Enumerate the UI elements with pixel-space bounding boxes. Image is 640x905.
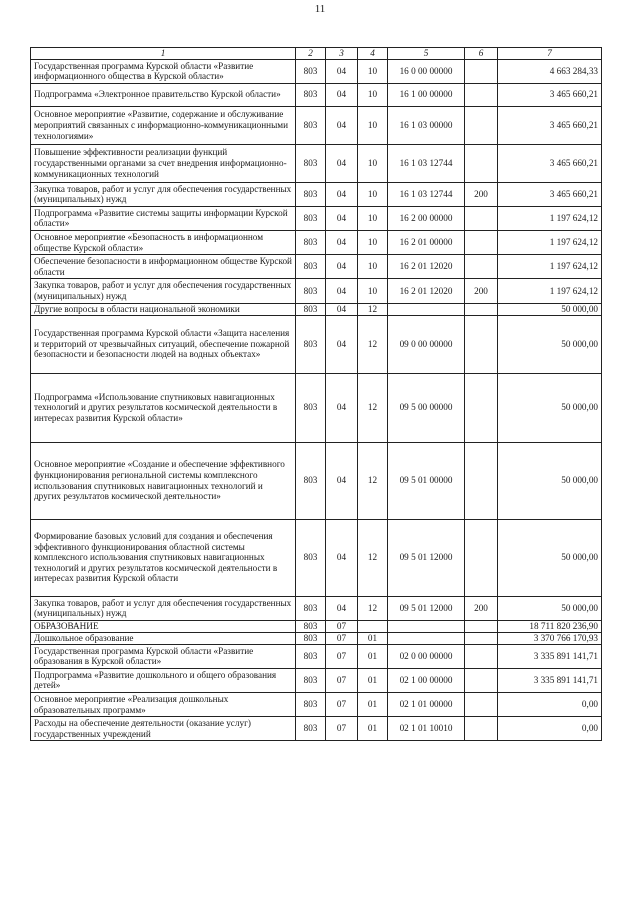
row-target-code: 09 5 00 00000	[388, 373, 465, 442]
row-expense-type-code	[465, 442, 498, 519]
row-expense-type-code	[465, 206, 498, 230]
row-expense-type-code	[465, 255, 498, 279]
row-amount: 3 465 660,21	[498, 182, 602, 206]
row-section-code: 07	[326, 632, 358, 644]
row-expense-type-code	[465, 83, 498, 106]
row-name: Обеспечение безопасности в информационном обществе Курской области	[31, 255, 296, 279]
table-row	[31, 692, 602, 716]
column-header: 2	[296, 48, 326, 60]
row-section-code: 07	[326, 644, 358, 668]
table-row	[31, 644, 602, 668]
row-name: Основное мероприятие «Создание и обеспечение эффективного функционирования региональной системы комплексного использования спутниковых навигационных технологий и других результатов космической деятельности»	[31, 442, 296, 519]
row-expense-type-code	[465, 692, 498, 716]
row-target-code	[388, 632, 465, 644]
row-expense-type-code: 200	[465, 279, 498, 303]
row-subsection-code: 01	[358, 717, 388, 741]
row-expense-type-code	[465, 373, 498, 442]
row-name: Закупка товаров, работ и услуг для обеспечения государственных (муниципальных) нужд	[31, 596, 296, 620]
table-row	[31, 717, 602, 741]
row-admin-code: 803	[296, 59, 326, 83]
table-row	[31, 231, 602, 255]
row-target-code: 16 2 00 00000	[388, 206, 465, 230]
table-row	[31, 255, 602, 279]
table-row	[31, 519, 602, 596]
row-admin-code: 803	[296, 279, 326, 303]
row-subsection-code: 10	[358, 182, 388, 206]
row-section-code: 04	[326, 231, 358, 255]
row-expense-type-code	[465, 519, 498, 596]
row-subsection-code: 10	[358, 59, 388, 83]
row-expense-type-code	[465, 59, 498, 83]
row-admin-code: 803	[296, 717, 326, 741]
table-row	[31, 106, 602, 144]
row-subsection-code: 12	[358, 519, 388, 596]
column-header: 4	[358, 48, 388, 60]
table-row	[31, 315, 602, 373]
row-subsection-code: 01	[358, 644, 388, 668]
row-admin-code: 803	[296, 596, 326, 620]
row-subsection-code: 12	[358, 373, 388, 442]
row-target-code	[388, 303, 465, 315]
row-name: Государственная программа Курской области «Развитие информационного общества в Курской области»	[31, 59, 296, 83]
row-subsection-code: 01	[358, 668, 388, 692]
row-name: Основное мероприятие «Реализация дошкольных образовательных программ»	[31, 692, 296, 716]
row-subsection-code: 10	[358, 279, 388, 303]
row-name: Повышение эффективности реализации функций государственными органами за счет внедрения информационно-коммуникационных технологий	[31, 144, 296, 182]
row-amount: 50 000,00	[498, 373, 602, 442]
row-expense-type-code	[465, 106, 498, 144]
row-admin-code: 803	[296, 373, 326, 442]
row-amount: 3 465 660,21	[498, 83, 602, 106]
row-expense-type-code	[465, 644, 498, 668]
row-amount: 50 000,00	[498, 442, 602, 519]
row-section-code: 04	[326, 303, 358, 315]
table-row	[31, 303, 602, 315]
table-row	[31, 83, 602, 106]
row-target-code: 09 5 01 00000	[388, 442, 465, 519]
row-expense-type-code	[465, 717, 498, 741]
row-section-code: 04	[326, 144, 358, 182]
row-amount: 50 000,00	[498, 596, 602, 620]
row-amount: 50 000,00	[498, 315, 602, 373]
row-admin-code: 803	[296, 144, 326, 182]
row-admin-code: 803	[296, 206, 326, 230]
row-admin-code: 803	[296, 644, 326, 668]
row-admin-code: 803	[296, 519, 326, 596]
row-section-code: 04	[326, 83, 358, 106]
row-expense-type-code	[465, 231, 498, 255]
row-section-code: 04	[326, 519, 358, 596]
row-amount: 0,00	[498, 692, 602, 716]
row-amount: 50 000,00	[498, 519, 602, 596]
row-name: Подпрограмма «Развитие системы защиты информации Курской области»	[31, 206, 296, 230]
row-target-code: 16 1 03 12744	[388, 182, 465, 206]
row-admin-code: 803	[296, 182, 326, 206]
row-subsection-code: 10	[358, 231, 388, 255]
row-section-code: 04	[326, 182, 358, 206]
column-header: 6	[465, 48, 498, 60]
row-admin-code: 803	[296, 442, 326, 519]
row-expense-type-code	[465, 315, 498, 373]
column-header: 7	[498, 48, 602, 60]
row-subsection-code: 10	[358, 144, 388, 182]
row-target-code: 16 1 03 12744	[388, 144, 465, 182]
row-expense-type-code	[465, 303, 498, 315]
row-admin-code: 803	[296, 303, 326, 315]
row-amount: 1 197 624,12	[498, 206, 602, 230]
row-name: Основное мероприятие «Безопасность в информационном обществе Курской области»	[31, 231, 296, 255]
row-section-code: 04	[326, 106, 358, 144]
row-target-code: 09 5 01 12000	[388, 519, 465, 596]
row-amount: 1 197 624,12	[498, 255, 602, 279]
row-section-code: 04	[326, 279, 358, 303]
row-amount: 3 465 660,21	[498, 106, 602, 144]
table-row	[31, 668, 602, 692]
column-header: 3	[326, 48, 358, 60]
row-name: Закупка товаров, работ и услуг для обеспечения государственных (муниципальных) нужд	[31, 182, 296, 206]
row-section-code: 04	[326, 59, 358, 83]
row-target-code: 09 0 00 00000	[388, 315, 465, 373]
row-target-code: 09 5 01 12000	[388, 596, 465, 620]
row-name: Подпрограмма «Развитие дошкольного и общего образования детей»	[31, 668, 296, 692]
row-name: Подпрограмма «Использование спутниковых навигационных технологий и других результатов космической деятельности в интересах развития Курской области»	[31, 373, 296, 442]
row-name: Дошкольное образование	[31, 632, 296, 644]
row-admin-code: 803	[296, 106, 326, 144]
row-admin-code: 803	[296, 83, 326, 106]
row-subsection-code: 10	[358, 255, 388, 279]
row-amount: 3 465 660,21	[498, 144, 602, 182]
row-section-code: 07	[326, 717, 358, 741]
row-amount: 3 370 766 170,93	[498, 632, 602, 644]
table-row	[31, 620, 602, 632]
row-admin-code: 803	[296, 632, 326, 644]
row-section-code: 04	[326, 315, 358, 373]
table-row	[31, 632, 602, 644]
row-name: Государственная программа Курской области «Развитие образования в Курской области»	[31, 644, 296, 668]
row-subsection-code: 10	[358, 83, 388, 106]
row-admin-code: 803	[296, 255, 326, 279]
row-amount: 4 663 284,33	[498, 59, 602, 83]
row-section-code: 07	[326, 620, 358, 632]
row-section-code: 07	[326, 692, 358, 716]
row-subsection-code: 01	[358, 632, 388, 644]
row-subsection-code: 10	[358, 206, 388, 230]
row-admin-code: 803	[296, 668, 326, 692]
row-target-code: 02 1 00 00000	[388, 668, 465, 692]
row-section-code: 07	[326, 668, 358, 692]
row-admin-code: 803	[296, 692, 326, 716]
table-row	[31, 279, 602, 303]
row-name: Расходы на обеспечение деятельности (оказание услуг) государственных учреждений	[31, 717, 296, 741]
row-amount: 3 335 891 141,71	[498, 644, 602, 668]
row-section-code: 04	[326, 373, 358, 442]
row-name: Другие вопросы в области национальной экономики	[31, 303, 296, 315]
row-expense-type-code: 200	[465, 596, 498, 620]
row-target-code: 02 1 01 10010	[388, 717, 465, 741]
row-expense-type-code: 200	[465, 182, 498, 206]
row-target-code: 16 2 01 12020	[388, 255, 465, 279]
table-row	[31, 596, 602, 620]
row-target-code	[388, 620, 465, 632]
row-name: Подпрограмма «Электронное правительство Курской области»	[31, 83, 296, 106]
row-subsection-code	[358, 620, 388, 632]
row-admin-code: 803	[296, 231, 326, 255]
table-header-row	[31, 48, 602, 60]
row-subsection-code: 12	[358, 315, 388, 373]
row-subsection-code: 12	[358, 442, 388, 519]
row-amount: 3 335 891 141,71	[498, 668, 602, 692]
row-admin-code: 803	[296, 315, 326, 373]
table-row	[31, 373, 602, 442]
page-number: 11	[314, 3, 326, 15]
row-target-code: 16 0 00 00000	[388, 59, 465, 83]
row-amount: 50 000,00	[498, 303, 602, 315]
row-name: Государственная программа Курской области «Защита населения и территорий от чрезвычайных ситуаций, обеспечение пожарной безопасности и безопасности людей на водных объектах»	[31, 315, 296, 373]
row-section-code: 04	[326, 442, 358, 519]
row-name: Закупка товаров, работ и услуг для обеспечения государственных (муниципальных) нужд	[31, 279, 296, 303]
row-expense-type-code	[465, 668, 498, 692]
row-subsection-code: 12	[358, 303, 388, 315]
row-target-code: 16 1 03 00000	[388, 106, 465, 144]
row-name: Основное мероприятие «Развитие, содержание и обслуживание мероприятий связанных с информационно-коммуникационными технологиями»	[31, 106, 296, 144]
row-amount: 18 711 820 236,90	[498, 620, 602, 632]
row-target-code: 16 1 00 00000	[388, 83, 465, 106]
row-amount: 0,00	[498, 717, 602, 741]
table-row	[31, 182, 602, 206]
row-target-code: 02 1 01 00000	[388, 692, 465, 716]
table-row	[31, 442, 602, 519]
row-target-code: 16 2 01 00000	[388, 231, 465, 255]
row-subsection-code: 10	[358, 106, 388, 144]
row-expense-type-code	[465, 144, 498, 182]
table-row	[31, 206, 602, 230]
row-section-code: 04	[326, 255, 358, 279]
row-name: Формирование базовых условий для создания и обеспечения эффективного функционирования областной системы комплексного использования спутниковых навигационных технологий и других результатов космической деятельности в интересах развития Курской области	[31, 519, 296, 596]
row-amount: 1 197 624,12	[498, 279, 602, 303]
row-name: ОБРАЗОВАНИЕ	[31, 620, 296, 632]
row-amount: 1 197 624,12	[498, 231, 602, 255]
row-subsection-code: 12	[358, 596, 388, 620]
row-target-code: 16 2 01 12020	[388, 279, 465, 303]
row-expense-type-code	[465, 632, 498, 644]
row-expense-type-code	[465, 620, 498, 632]
row-section-code: 04	[326, 206, 358, 230]
column-header: 1	[31, 48, 296, 60]
budget-table	[30, 47, 602, 741]
row-subsection-code: 01	[358, 692, 388, 716]
row-section-code: 04	[326, 596, 358, 620]
row-admin-code: 803	[296, 620, 326, 632]
row-target-code: 02 0 00 00000	[388, 644, 465, 668]
table-row	[31, 144, 602, 182]
table-row	[31, 59, 602, 83]
column-header: 5	[388, 48, 465, 60]
